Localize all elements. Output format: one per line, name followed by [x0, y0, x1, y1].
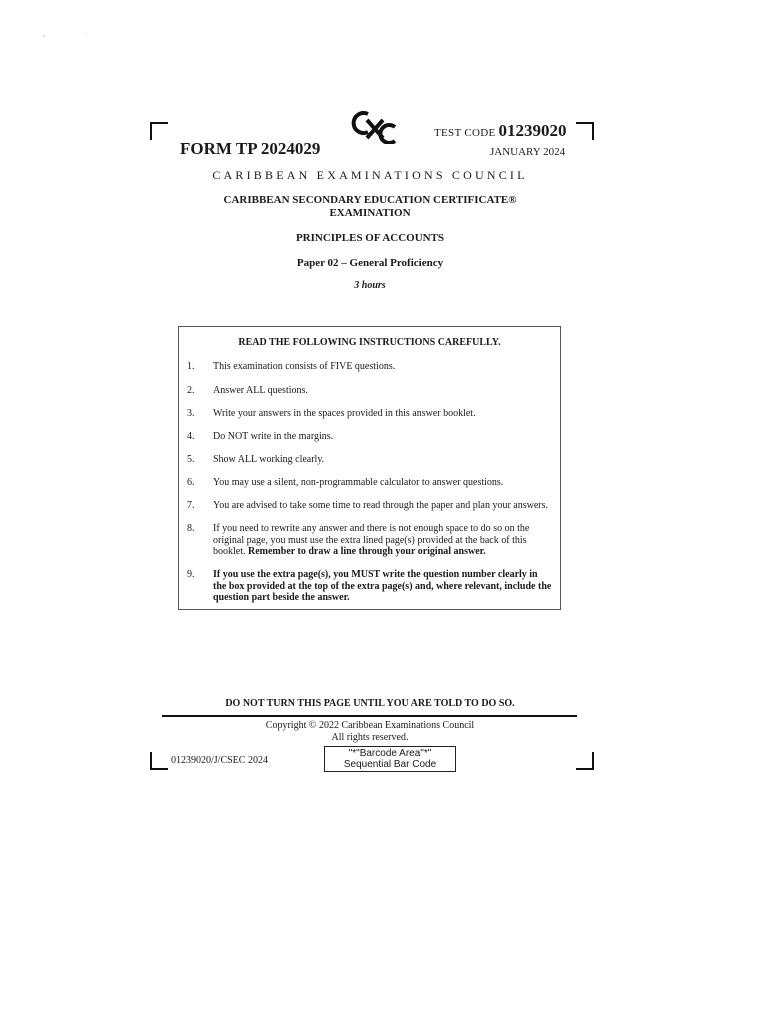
crop-mark-bottom-right [576, 752, 594, 770]
council-name: CARIBBEAN EXAMINATIONS COUNCIL [212, 168, 528, 182]
test-code-number: 01239020 [498, 121, 567, 140]
instruction-text: This examination consists of FIVE questions. [213, 361, 396, 372]
copyright-line2: All rights reserved. [331, 732, 409, 743]
footer-divider [162, 715, 577, 717]
instruction-text: Do NOT write in the margins. [213, 431, 334, 442]
instruction-text-emphasis: If you use the extra page(s), you MUST write the question number clearly in the box provided at the top of the extra page(s) and, where relevant, include the question part beside the answer. [213, 569, 552, 603]
instruction-text: Answer ALL questions. [213, 385, 308, 396]
instruction-text: You are advised to take some time to read through the paper and plan your answers. [213, 500, 549, 511]
instruction-text: Show ALL working clearly. [213, 454, 325, 465]
instruction-number: 7. [187, 500, 195, 511]
copyright-notice [160, 720, 580, 744]
instruction-number: 6. [187, 477, 195, 488]
copyright-line1: Copyright © 2022 Caribbean Examinations Council [265, 720, 475, 731]
instruction-text-emphasis: Remember to draw a line through your original answer. [248, 546, 486, 557]
instruction-number: 8. [187, 523, 195, 534]
instruction-number: 2. [187, 385, 195, 396]
paper-title: Paper 02 – General Proficiency [296, 257, 444, 269]
instruction-number: 3. [187, 408, 195, 419]
instruction-number: 1. [187, 361, 195, 372]
test-code [434, 121, 567, 141]
exam-title [160, 194, 580, 220]
instruction-text: You may use a silent, non-programmable calculator to answer questions. [213, 477, 504, 488]
cxc-logo-icon [348, 108, 398, 144]
exam-title-line1: CARIBBEAN SECONDARY EDUCATION CERTIFICATE® [223, 194, 517, 206]
instruction-text [213, 523, 553, 558]
instruction-number: 9. [187, 569, 195, 580]
instruction-number: 4. [187, 431, 195, 442]
barcode-area [324, 746, 456, 772]
instruction-text-regular: If you need to rewrite any answer and there is not enough space to do so on the original page, you must use the extra lined page(s) provided at the back of this booklet. [213, 523, 530, 557]
instruction-number: 5. [187, 454, 195, 465]
instruction-text: Write your answers in the spaces provided in this answer booklet. [213, 408, 476, 419]
crop-mark-top-left [150, 122, 168, 140]
barcode-line2: Sequential Bar Code [343, 759, 437, 770]
exam-month: JANUARY 2024 [490, 146, 566, 158]
test-code-label: TEST CODE [434, 127, 499, 139]
do-not-turn-warning: DO NOT TURN THIS PAGE UNTIL YOU ARE TOLD TO DO SO. [225, 698, 515, 709]
instructions-heading: READ THE FOLLOWING INSTRUCTIONS CAREFULLY. [238, 337, 501, 348]
form-code: FORM TP 2024029 [180, 139, 321, 158]
scan-specks [40, 30, 100, 50]
subject-title: PRINCIPLES OF ACCOUNTS [295, 232, 445, 244]
barcode-line1: "*"Barcode Area"*" [348, 748, 432, 759]
crop-mark-bottom-left [150, 752, 168, 770]
crop-mark-top-right [576, 122, 594, 140]
paper-code: 01239020/J/CSEC 2024 [171, 755, 268, 766]
instructions-box [178, 326, 561, 610]
exam-title-line2: EXAMINATION [329, 207, 411, 219]
exam-duration: 3 hours [354, 280, 386, 291]
